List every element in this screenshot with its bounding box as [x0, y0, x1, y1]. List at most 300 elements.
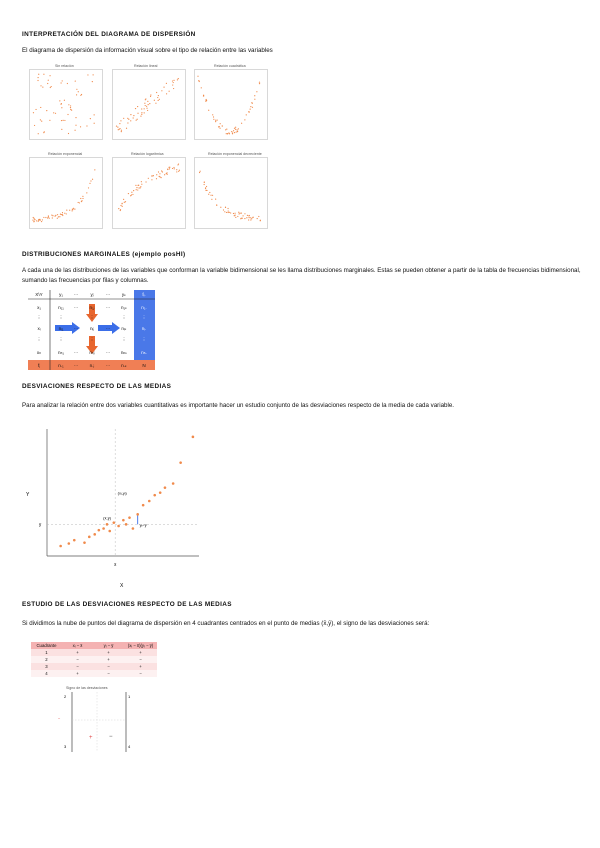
- scatter-point: [37, 80, 38, 81]
- scatter-point: [70, 105, 71, 106]
- scatter-point: [232, 133, 233, 134]
- data-point: [179, 461, 182, 464]
- scatter-point: [146, 106, 147, 107]
- scatter-point: [61, 129, 62, 130]
- total-row-cell: n.₁: [58, 363, 64, 368]
- scatter-panel-title: Relación lineal: [134, 64, 158, 68]
- total-row-cell: N: [142, 363, 146, 368]
- data-point: [73, 539, 76, 542]
- scatter-point: [248, 219, 249, 220]
- table-cell: ⋮: [121, 315, 127, 320]
- scatter-panel-title: Relación cuadrática: [214, 64, 246, 68]
- scatter-point: [123, 199, 124, 200]
- table-header: ···: [105, 292, 111, 297]
- scatter-point: [152, 175, 153, 176]
- scatter-point: [242, 215, 243, 216]
- scatter-point: [179, 170, 180, 171]
- scatter-point: [241, 213, 242, 214]
- scatter-point: [35, 109, 36, 110]
- scatter-point: [198, 80, 199, 81]
- scatter-point: [147, 110, 148, 111]
- scatter-point: [258, 216, 259, 217]
- data-point: [59, 545, 62, 548]
- scatter-point: [124, 202, 125, 203]
- scatter-point: [246, 114, 247, 115]
- scatter-point: [151, 179, 152, 180]
- scatter-point: [244, 218, 245, 219]
- scatter-point: [223, 209, 224, 210]
- scatter-point: [233, 130, 234, 131]
- scatter-point: [50, 87, 51, 88]
- section-text-interpretacion: El diagrama de dispersión da información visual sobre el tipo de relación entre las variables: [22, 47, 273, 54]
- scatter-point: [149, 103, 150, 104]
- scatter-point: [57, 218, 58, 219]
- scatter-point: [128, 119, 129, 120]
- scatter-point: [33, 217, 34, 218]
- table-cell: nₕ₁: [58, 350, 64, 355]
- scatter-point: [120, 210, 121, 211]
- scatter-point: [178, 171, 179, 172]
- scatter-point: [226, 128, 227, 129]
- scatter-point: [151, 175, 152, 176]
- scatter-point: [250, 217, 251, 218]
- scatter-point: [166, 83, 167, 84]
- table-row: [31, 649, 157, 656]
- scatter-point: [239, 213, 240, 214]
- table-cell: +: [76, 650, 79, 655]
- table-cell: ···: [73, 350, 79, 355]
- scatter-point: [208, 110, 209, 111]
- scatter-point: [46, 110, 47, 111]
- total-row-cell: n.ⱼ: [89, 363, 95, 368]
- scatter-point: [76, 89, 77, 90]
- table-cell: −: [107, 664, 110, 669]
- scatter-panels-dots: [0, 0, 600, 240]
- scatter-point: [43, 217, 44, 218]
- scatter-point: [54, 216, 55, 217]
- scatter-point: [158, 95, 159, 96]
- total-row-cell: n.ₖ: [121, 363, 127, 368]
- scatter-point: [45, 217, 46, 218]
- table-cell: n₁.: [141, 305, 147, 310]
- table-cell: +: [139, 650, 142, 655]
- scatter-point: [42, 219, 43, 220]
- scatter-point: [72, 210, 73, 211]
- table-cell: +: [139, 664, 142, 669]
- scatter-point: [38, 74, 39, 75]
- table-cell: ···: [105, 305, 111, 310]
- scatter-point: [94, 123, 95, 124]
- scatter-point: [116, 126, 117, 127]
- scatter-point: [121, 130, 122, 131]
- scatter-point: [226, 212, 227, 213]
- scatter-point: [230, 212, 231, 213]
- table-cell: ⋮: [89, 337, 95, 342]
- scatter-point: [224, 211, 225, 212]
- scatter-point: [123, 118, 124, 119]
- scatter-point: [40, 85, 41, 86]
- scatter-point: [132, 194, 133, 195]
- scatter-point: [62, 214, 63, 215]
- scatter-point: [145, 181, 146, 182]
- table-cell: ⋮: [89, 315, 95, 320]
- scatter-point: [33, 218, 34, 219]
- scatter-point: [47, 83, 48, 84]
- table-cell: ···: [73, 305, 79, 310]
- scatter-point: [148, 104, 149, 105]
- scatter-point: [160, 177, 161, 178]
- total-row-cell: ···: [105, 363, 111, 368]
- data-point: [142, 504, 145, 507]
- scatter-point: [259, 82, 260, 83]
- scatter-point: [78, 202, 79, 203]
- scatter-point: [33, 221, 34, 222]
- scatter-point: [51, 86, 52, 87]
- scatter-point: [248, 215, 249, 216]
- scatter-point: [254, 95, 255, 96]
- scatter-point: [238, 128, 239, 129]
- scatter-point: [227, 212, 228, 213]
- section-text-marginales: A cada una de las distribuciones de las variables que conforman la variable bidimensional se les llama distribuciones marginales. Estas se pueden obtener a partir de la tabla de frecuencias bidimensional, sumando las frecuencias por filas y columnas.: [22, 267, 581, 284]
- y-axis-label: Y: [26, 492, 30, 498]
- scatter-point: [159, 176, 160, 177]
- table-cell: nₕ.: [141, 350, 147, 355]
- scatter-point: [156, 174, 157, 175]
- table-cell: ···: [73, 326, 79, 331]
- table-cell: −: [76, 664, 79, 669]
- scatter-point: [250, 106, 251, 107]
- scatter-point: [203, 95, 204, 96]
- scatter-point: [60, 214, 61, 215]
- scatter-point: [117, 127, 118, 128]
- scatter-point: [215, 121, 216, 122]
- scatter-point: [67, 83, 68, 84]
- scatter-point: [164, 174, 165, 175]
- scatter-point: [206, 190, 207, 191]
- scatter-point: [74, 130, 75, 131]
- scatter-point: [237, 216, 238, 217]
- data-point: [106, 523, 109, 526]
- mean-x-label: x̄: [114, 562, 117, 567]
- scatter-point: [119, 129, 120, 130]
- scatter-point: [178, 78, 179, 79]
- scatter-point: [120, 120, 121, 121]
- data-point: [132, 527, 135, 530]
- scatter-point: [215, 120, 216, 121]
- scatter-point: [254, 99, 255, 100]
- table-cell: ⋮: [36, 337, 42, 342]
- scatter-point: [86, 192, 87, 193]
- scatter-point: [215, 199, 216, 200]
- section-heading-interpretacion: INTERPRETACIÓN DEL DIAGRAMA DE DISPERSIÓN: [22, 31, 196, 38]
- scatter-panel-title: Relación logarítmica: [131, 152, 164, 156]
- scatter-point: [220, 123, 221, 124]
- data-point: [164, 486, 167, 489]
- scatter-point: [229, 212, 230, 213]
- table-cell: nᵢ.: [141, 326, 147, 331]
- scatter-point: [73, 208, 74, 209]
- scatter-point: [80, 198, 81, 199]
- table-cell: nᵢ₁: [58, 326, 64, 331]
- scatter-point: [231, 131, 232, 132]
- scatter-point: [229, 133, 230, 134]
- scatter-point: [206, 186, 207, 187]
- scatter-point: [256, 91, 257, 92]
- data-point: [159, 491, 162, 494]
- x-axis-label: X: [120, 583, 124, 589]
- table-cell: +: [107, 657, 110, 662]
- scatter-point: [148, 178, 149, 179]
- section-heading-marginales: DISTRIBUCIONES MARGINALES (ejemplo posHI): [22, 251, 186, 258]
- table-cell: n₁ⱼ: [89, 305, 95, 310]
- scatter-point: [140, 186, 141, 187]
- scatter-point: [36, 220, 37, 221]
- scatter-point: [150, 96, 151, 97]
- scatter-point: [150, 94, 151, 95]
- table-cell: ⋮: [141, 315, 147, 320]
- scatter-point: [41, 121, 42, 122]
- scatter-point: [66, 213, 67, 214]
- scatter-point: [64, 100, 65, 101]
- scatter-point: [158, 100, 159, 101]
- scatter-point: [234, 132, 235, 133]
- scatter-point: [216, 204, 217, 205]
- scatter-point: [133, 117, 134, 118]
- scatter-point: [121, 131, 122, 132]
- scatter-point: [57, 214, 58, 215]
- table-row: [31, 656, 157, 663]
- scatter-point: [68, 133, 69, 134]
- scatter-point: [67, 114, 68, 115]
- scatter-point: [49, 120, 50, 121]
- quadrant-label-1: 1: [128, 694, 131, 699]
- scatter-point: [244, 119, 245, 120]
- scatter-point: [80, 126, 81, 127]
- scatter-point: [118, 129, 119, 130]
- scatter-point: [80, 95, 81, 96]
- scatter-point: [86, 125, 87, 126]
- scatter-point: [141, 108, 142, 109]
- scatter-point: [43, 132, 44, 133]
- scatter-point: [49, 75, 50, 76]
- table-header: yⱼ: [90, 292, 94, 297]
- table-cell: ···: [105, 350, 111, 355]
- scatter-point: [225, 129, 226, 130]
- scatter-point: [212, 114, 213, 115]
- scatter-point: [252, 107, 253, 108]
- scatter-point: [38, 133, 39, 134]
- total-row-cell: ···: [73, 363, 79, 368]
- scatter-point: [125, 201, 126, 202]
- scatter-point: [70, 107, 71, 108]
- scatter-point: [76, 94, 77, 95]
- table-cell: nᵢⱼ: [89, 326, 95, 331]
- scatter-point: [40, 119, 41, 120]
- data-point: [88, 536, 91, 539]
- scatter-point: [47, 217, 48, 218]
- table-cell: nᵢₖ: [121, 326, 127, 331]
- scatter-point: [131, 192, 132, 193]
- table-cell: −: [107, 671, 110, 676]
- data-point: [128, 516, 131, 519]
- quadrant-plus-sign: +: [89, 735, 93, 741]
- scatter-point: [64, 120, 65, 121]
- scatter-point: [136, 120, 137, 121]
- scatter-point: [197, 76, 198, 77]
- scatter-point: [226, 133, 227, 134]
- scatter-point: [234, 215, 235, 216]
- scatter-point: [228, 210, 229, 211]
- scatter-point: [37, 77, 38, 78]
- scatter-point: [145, 105, 146, 106]
- scatter-point: [247, 215, 248, 216]
- table-header: fᵢ.: [142, 292, 146, 297]
- scatter-point: [205, 190, 206, 191]
- quadrant-minus-sign: −: [58, 716, 61, 721]
- scatter-point: [81, 200, 82, 201]
- scatter-point: [34, 125, 35, 126]
- table-cell: ···: [105, 326, 111, 331]
- scatter-point: [219, 126, 220, 127]
- data-point: [83, 541, 86, 544]
- scatter-point: [64, 213, 65, 214]
- scatter-point: [159, 173, 160, 174]
- scatter-point: [140, 116, 141, 117]
- table-cell: nₕₖ: [120, 350, 128, 355]
- scatter-point: [178, 163, 179, 164]
- scatter-point: [246, 217, 247, 218]
- scatter-point: [173, 88, 174, 89]
- scatter-point: [219, 128, 220, 129]
- scatter-point: [144, 103, 145, 104]
- section-text-estudio: Si dividimos la nube de puntos del diagrama de dispersión en 4 cuadrantes centrados en el punto de medias (x̄,ȳ), el signo de las desviaciones será:: [22, 620, 430, 627]
- scatter-point: [161, 90, 162, 91]
- scatter-point: [172, 168, 173, 169]
- scatter-point: [62, 80, 63, 81]
- scatter-point: [259, 83, 260, 84]
- scatter-point: [93, 74, 94, 75]
- scatter-point: [176, 171, 177, 172]
- scatter-point: [137, 113, 138, 114]
- scatter-point: [32, 220, 33, 221]
- scatter-point: [48, 217, 49, 218]
- scatter-point: [43, 74, 44, 75]
- scatter-point: [205, 100, 206, 101]
- scatter-point: [61, 107, 62, 108]
- deviation-chart: [26, 424, 214, 594]
- scatter-point: [135, 108, 136, 109]
- scatter-point: [94, 169, 95, 170]
- scatter-point: [146, 108, 147, 109]
- scatter-point: [74, 209, 75, 210]
- table-cell: 4: [45, 671, 48, 676]
- scatter-point: [244, 213, 245, 214]
- table-cell: +: [76, 671, 79, 676]
- table-row: [31, 670, 157, 677]
- scatter-point: [94, 114, 95, 115]
- table-cell: ⋮: [36, 315, 42, 320]
- scatter-point: [161, 170, 162, 171]
- scatter-point: [82, 198, 83, 199]
- scatter-point: [248, 111, 249, 112]
- scatter-point: [163, 86, 164, 87]
- total-row-cell: fⱼ: [37, 363, 41, 368]
- table-cell: 3: [45, 664, 48, 669]
- scatter-point: [140, 187, 141, 188]
- scatter-point: [89, 183, 90, 184]
- scatter-point: [260, 220, 261, 221]
- scatter-point: [242, 218, 243, 219]
- scatter-point: [87, 74, 88, 75]
- table-header-row: [31, 642, 157, 649]
- sign-table: [31, 642, 157, 677]
- table-header: ···: [73, 292, 79, 297]
- scatter-point: [49, 218, 50, 219]
- scatter-point: [222, 125, 223, 126]
- scatter-point: [205, 188, 206, 189]
- scatter-point: [55, 113, 56, 114]
- table-cell: −: [139, 657, 142, 662]
- scatter-point: [225, 207, 226, 208]
- scatter-point: [90, 180, 91, 181]
- point-label: (xᵢ,yᵢ): [117, 490, 127, 496]
- scatter-point: [227, 133, 228, 134]
- section-text-desviaciones: Para analizar la relación entre dos variables cuantitativas es importante hacer un estudio conjunto de las desviaciones respecto de la media de cada variable.: [22, 402, 455, 409]
- scatter-point: [252, 103, 253, 104]
- scatter-point: [68, 104, 69, 105]
- scatter-point: [138, 187, 139, 188]
- scatter-point: [48, 215, 49, 216]
- scatter-point: [137, 106, 138, 107]
- scatter-point: [234, 128, 235, 129]
- scatter-point: [208, 194, 209, 195]
- scatter-point: [250, 219, 251, 220]
- scatter-point: [227, 208, 228, 209]
- scatter-point: [136, 189, 137, 190]
- scatter-point: [235, 217, 236, 218]
- scatter-panel-title: Relación exponencial decreciente: [208, 152, 262, 156]
- scatter-point: [75, 125, 76, 126]
- scatter-point: [236, 131, 237, 132]
- scatter-point: [236, 129, 237, 130]
- scatter-point: [126, 128, 127, 129]
- scatter-point: [204, 181, 205, 182]
- data-point: [122, 519, 125, 522]
- scatter-point: [166, 93, 167, 94]
- scatter-point: [90, 118, 91, 119]
- scatter-point: [204, 184, 205, 185]
- scatter-point: [154, 100, 155, 101]
- scatter-point: [88, 187, 89, 188]
- mean-y-label: ȳ: [39, 521, 42, 527]
- scatter-point: [120, 205, 121, 206]
- scatter-point: [135, 185, 136, 186]
- table-header: (xᵢ − x̄)(yᵢ − ȳ): [127, 643, 154, 648]
- scatter-point: [92, 81, 93, 82]
- quadrant-chart: [52, 684, 162, 764]
- table-header: Cuadrante: [36, 643, 57, 648]
- table-cell: ⋮: [58, 337, 64, 342]
- scatter-point: [79, 202, 80, 203]
- scatter-point: [201, 87, 202, 88]
- scatter-point: [172, 80, 173, 81]
- scatter-point: [59, 216, 60, 217]
- scatter-point: [119, 123, 120, 124]
- frequency-table: [28, 290, 168, 370]
- table-corner-cell: X\Y: [35, 292, 43, 297]
- scatter-panel-title: Relación exponencial: [48, 152, 83, 156]
- scatter-point: [156, 92, 157, 93]
